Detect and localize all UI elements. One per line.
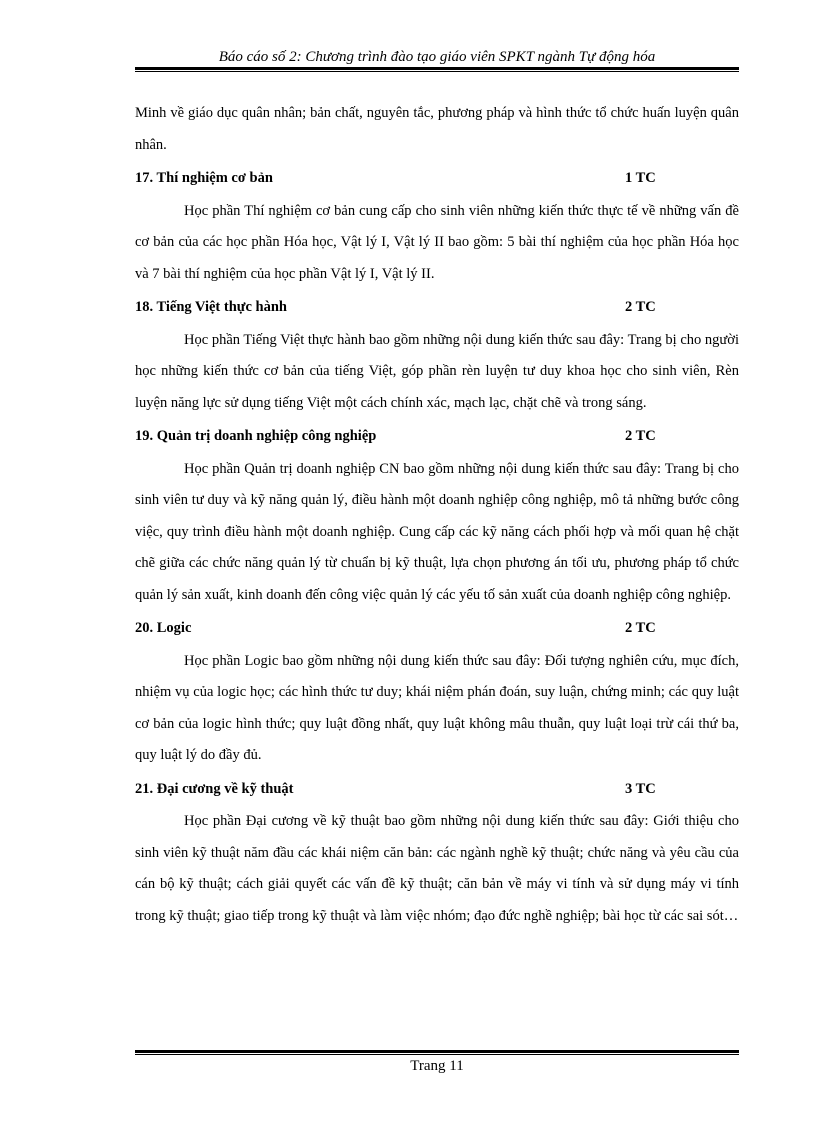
section-heading — [135, 613, 739, 645]
section-credits: 1 TC — [625, 170, 656, 186]
section-title: 18. Tiếng Việt thực hành — [135, 299, 287, 315]
section-title: 17. Thí nghiệm cơ bản — [135, 170, 273, 186]
section-body: Học phần Đại cương về kỹ thuật bao gồm những nội dung kiến thức sau đây: Giới thiệu cho sinh viên kỹ thuật năm đầu các khái niệm căn bản: các ngành nghề kỹ thuật; chức năng và yêu cầu của cán bộ kỹ thuật; cách giải quyết các vấn đề kỹ thuật; căn bản về máy vi tính và sử dụng máy vi tính trong kỹ thuật; giao tiếp trong kỹ thuật và làm việc nhóm; đạo đức nghề nghiệp; bài học từ các sai sót… — [135, 813, 739, 924]
page-content — [135, 98, 739, 932]
section-body: Học phần Logic bao gồm những nội dung kiến thức sau đây: Đối tượng nghiên cứu, mục đích, nhiệm vụ của logic học; các hình thức tư duy; khái niệm phán đoán, suy luận, chứng minh; các quy luật cơ bản của logic hình thức; quy luật đồng nhất, quy luật không mâu thuẫn, quy luật loại trừ cái thứ ba, quy luật lý do đầy đủ. — [135, 652, 739, 763]
section-credits: 2 TC — [625, 299, 656, 315]
section-title: 21. Đại cương về kỹ thuật — [135, 780, 294, 797]
section-title: 19. Quản trị doanh nghiệp công nghiệp — [135, 428, 377, 444]
section-credits: 3 TC — [625, 780, 656, 797]
intro-paragraph: Minh về giáo dục quân nhân; bản chất, nguyên tắc, phương pháp và hình thức tổ chức huấn luyện quân nhân. — [135, 105, 739, 153]
section-heading — [135, 292, 739, 324]
header-rule — [135, 67, 739, 72]
page-number: Trang 11 — [410, 1058, 464, 1074]
section-heading — [135, 163, 739, 195]
section-credits: 2 TC — [625, 620, 656, 636]
page-header: Báo cáo số 2: Chương trình đào tạo giáo viên SPKT ngành Tự động hóa — [218, 49, 656, 65]
footer-rule — [135, 1050, 739, 1055]
section-body: Học phần Thí nghiệm cơ bản cung cấp cho sinh viên những kiến thức thực tế về những vấn đề cơ bản của các học phần Hóa học, Vật lý I, Vật lý II bao gồm: 5 bài thí nghiệm của học phần Hóa học và 7 bài thí nghiệm của học phần Vật lý I, Vật lý II. — [135, 202, 739, 282]
section-title: 20. Logic — [135, 620, 192, 636]
section-body: Học phần Tiếng Việt thực hành bao gồm những nội dung kiến thức sau đây: Trang bị cho người học những kiến thức cơ bản của tiếng Việt, góp phần rèn luyện tư duy khoa học cho sinh viên, Rèn luyện năng lực sử dụng tiếng Việt một cách chính xác, mạch lạc, chặt chẽ và trong sáng. — [135, 331, 739, 411]
section-credits: 2 TC — [625, 428, 656, 444]
section-body: Học phần Quản trị doanh nghiệp CN bao gồm những nội dung kiến thức sau đây: Trang bị cho sinh viên tư duy và kỹ năng quản lý, điều hành một doanh nghiệp công nghiệp, mô tả những bước công việc, quy trình điều hành một doanh nghiệp. Cung cấp các kỹ năng cách phối hợp và mối quan hệ chặt chẽ giữa các chức năng quản lý từ chuẩn bị kỹ thuật, lựa chọn phương án tối ưu, phương pháp tổ chức quản lý sản xuất, kinh doanh đến công việc quản lý các yếu tố sản xuất của doanh nghiệp công nghiệp. — [135, 460, 739, 603]
section-heading — [135, 774, 739, 806]
section-heading — [135, 421, 739, 453]
